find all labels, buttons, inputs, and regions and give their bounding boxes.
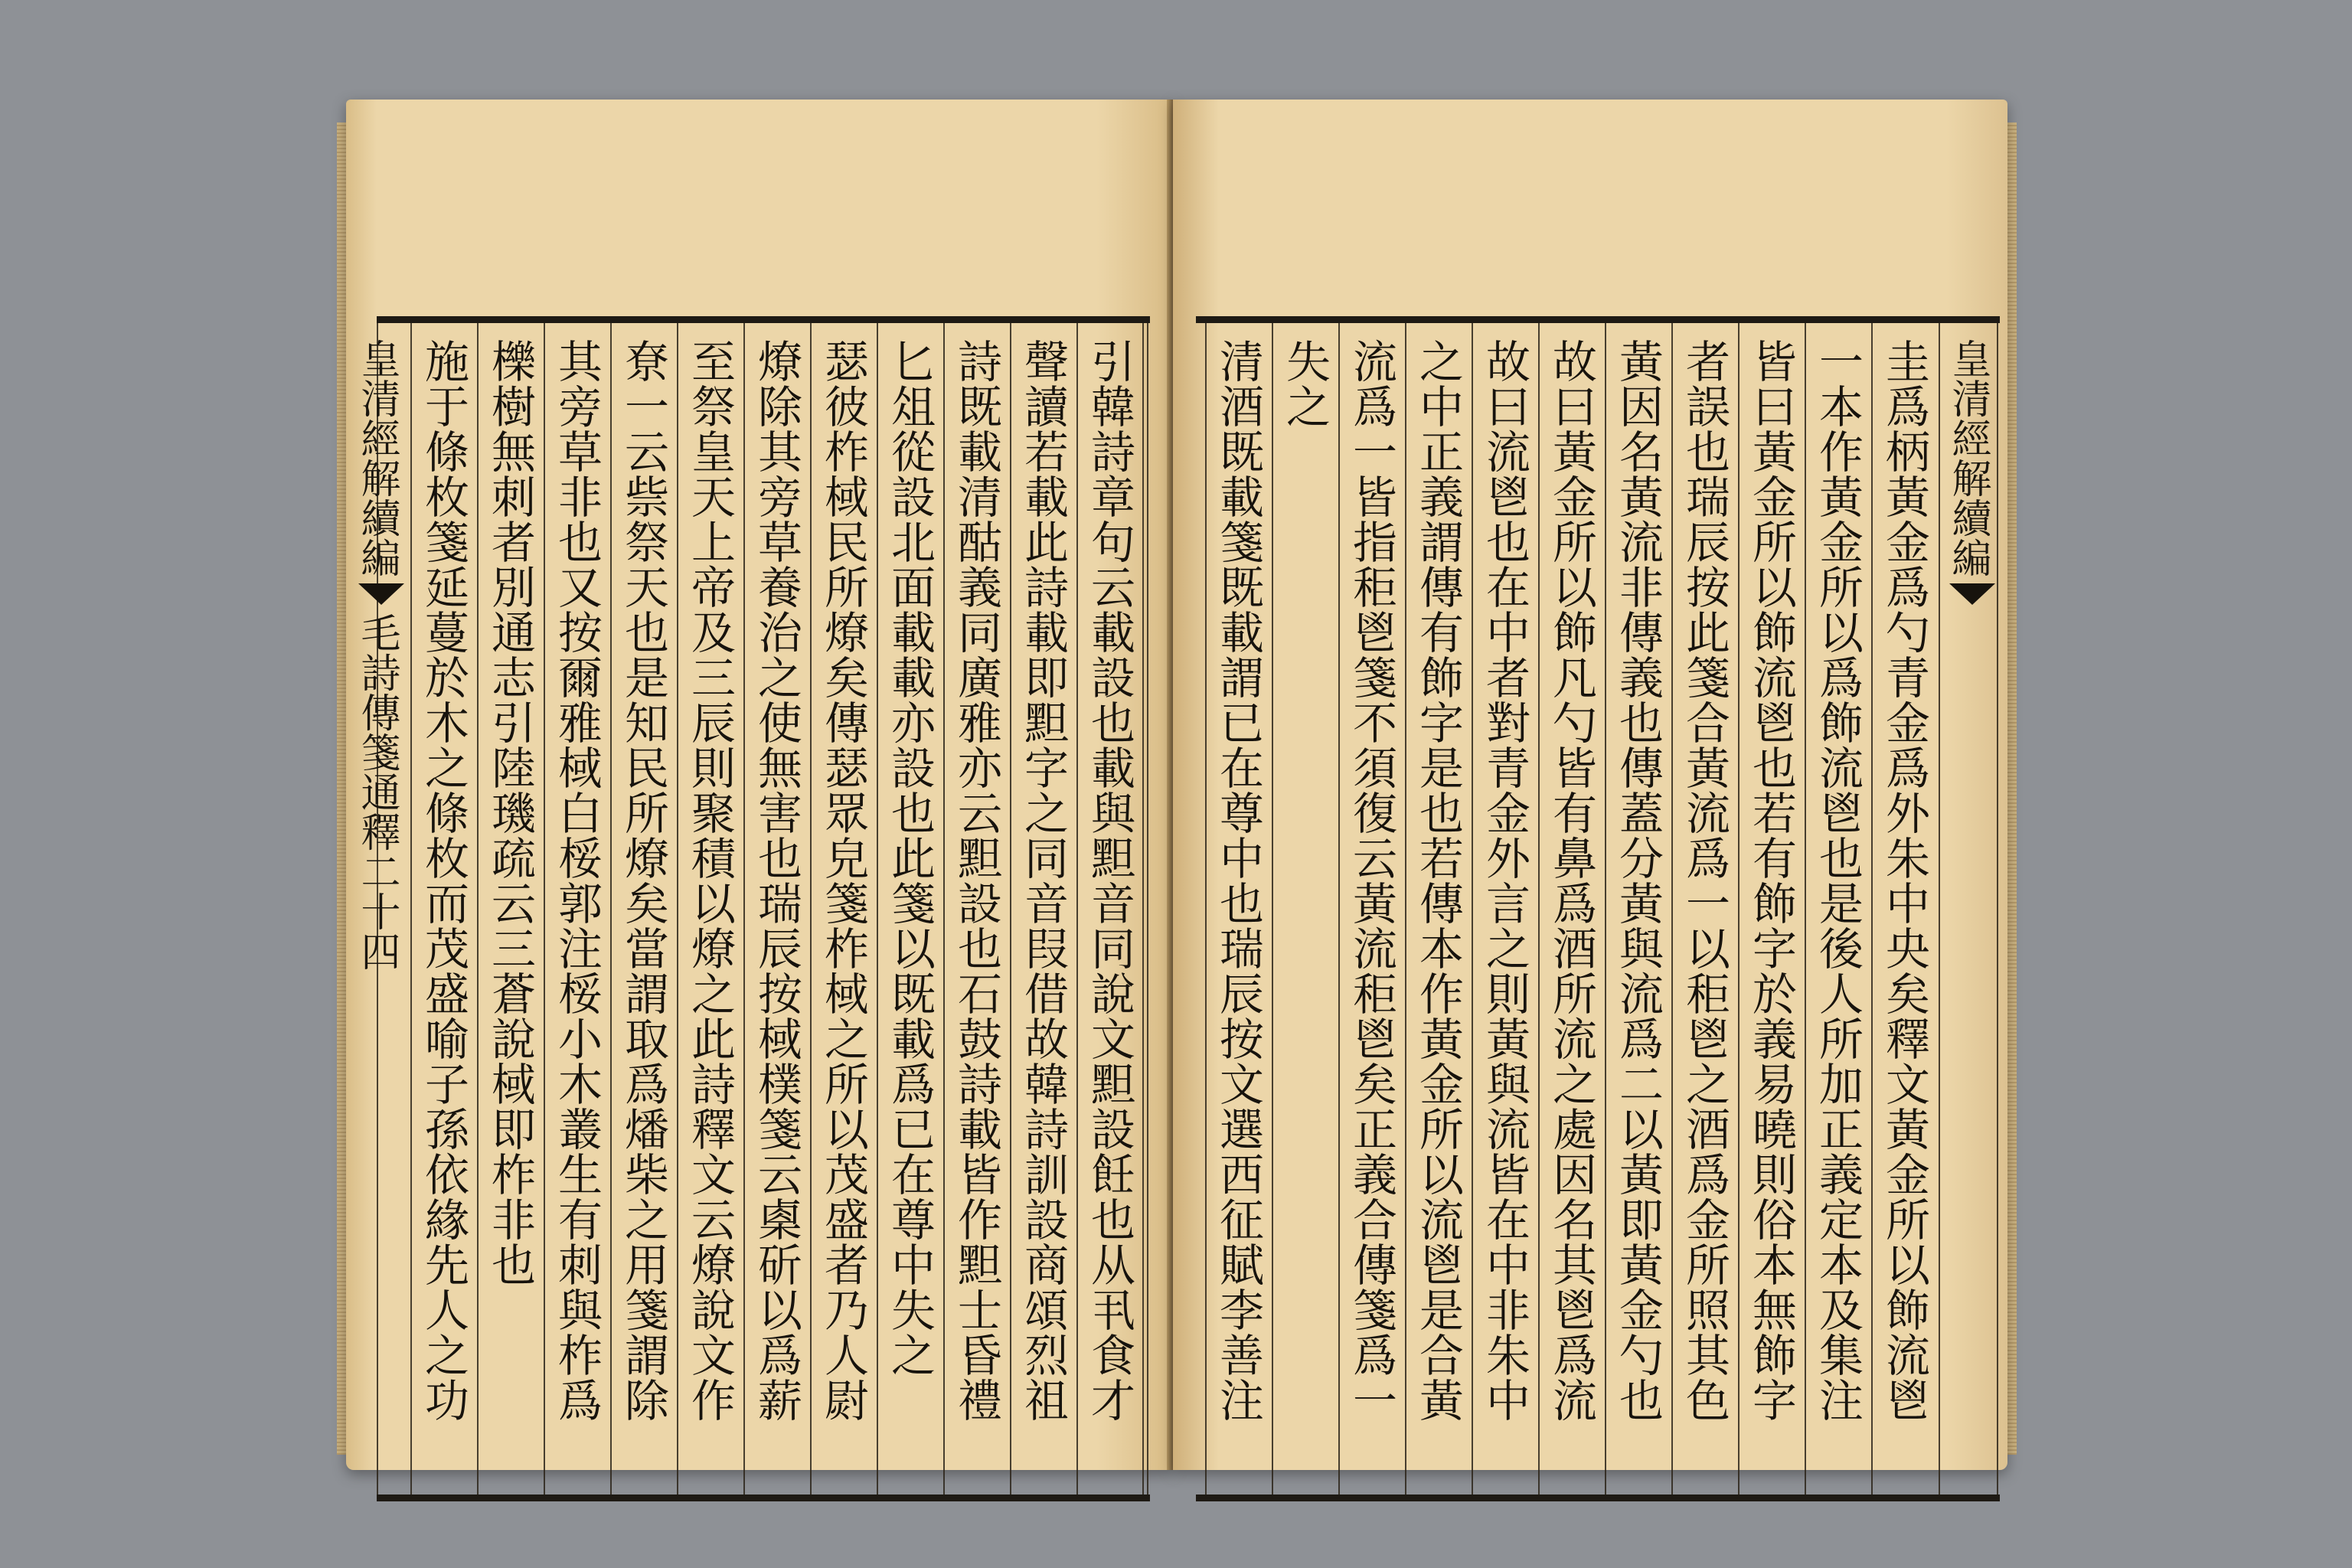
text-column: 清酒既載箋既載謂已在尊中也瑞辰按文選西征賦李善注 [1212,338,1264,1423]
column-rule [1738,323,1740,1494]
text-column: 瑟彼柞棫民所燎矣傳瑟眾皃箋柞棫之所以茂盛者乃人㷉 [817,338,869,1423]
column-rule [1671,323,1673,1494]
right-text-frame [1196,316,2000,1501]
column-rule [1538,323,1540,1494]
right-page [1173,100,2007,1470]
book-title: 皇清經解續編 [1945,338,1991,577]
column-rule [1205,323,1207,1494]
column-rule [1871,323,1873,1494]
column-rule [1605,323,1606,1494]
text-column: 聲讀若載此詩載即䵣字之同音叚借故韓詩訓設商頌烈祖 [1017,338,1069,1423]
text-column: 圭爲柄黃金爲勺青金爲外朱中央矣釋文黃金所以飾流鬯 [1878,338,1930,1423]
right-margin-title [1945,338,2000,1479]
text-column: 故曰流鬯也在中者對青金外言之則黃與流皆在中非朱中 [1478,338,1530,1423]
text-column: 施于條枚箋延蔓於木之條枚而茂盛喻子孫依緣先人之功 [417,338,469,1423]
left-text-frame [354,316,1150,1501]
fishtail-mark-icon [1949,583,1995,605]
text-column: 櫟樹無刺者別通志引陸璣疏云三蒼說棫即柞非也 [484,338,536,1287]
column-rule [410,323,412,1494]
column-rule [1472,323,1473,1494]
fishtail-mark-icon [358,583,404,605]
text-column: 至祭皇天上帝及三辰則聚積以燎之此詩釋文云燎說文作 [684,338,736,1423]
open-book [346,100,2007,1470]
column-rule [1805,323,1806,1494]
text-column: 故曰黃金所以飾凡勺皆有鼻爲酒所流之處因名其鬯爲流 [1545,338,1597,1423]
text-column: 詩既載清酤義同廣雅亦云䵣設也石鼓詩載皆作䵣士昏禮 [950,338,1002,1423]
column-rule [544,323,545,1494]
column-rule [1076,323,1078,1494]
column-rule [1147,323,1148,1494]
column-rule [943,323,945,1494]
text-column: 者誤也瑞辰按此箋合黃流爲一以秬鬯之酒爲金所照其色 [1678,338,1730,1423]
column-rule [1272,323,1273,1494]
text-column: 之中正義謂傳有飾字是也若傳本作黃金所以流鬯是合黃 [1412,338,1464,1423]
text-column: 引韓詩章句云載設也載與䵣音同說文䵣設飪也从丮食才 [1083,338,1135,1423]
section-title: 毛詩傳箋通釋二十四 [354,612,400,971]
column-rule [1338,323,1340,1494]
column-rule [1405,323,1406,1494]
left-margin-title [354,338,409,1479]
text-column: 其旁草非也又按爾雅棫白桵郭注桵小木叢生有刺與柞爲 [550,338,603,1423]
text-column: 燎除其旁草養治之使無害也瑞辰按棫樸箋云㮚斫以爲薪 [750,338,802,1423]
column-rule [810,323,812,1494]
text-column: 黃因名黃流非傳義也傳蓋分黃與流爲二以黃即黃金勺也 [1612,338,1664,1423]
column-rule [1010,323,1011,1494]
column-rule [477,323,479,1494]
text-column: 一本作黃金所以爲飾流鬯也是後人所加正義定本及集注 [1811,338,1864,1423]
column-rule [743,323,745,1494]
text-column: 匕俎從設北面載載亦設也此箋以既載爲已在尊中失之 [884,338,936,1377]
left-page [346,100,1173,1470]
text-column: 皆曰黃金所以飾流鬯也若有飾字於義易曉則俗本無飾字 [1745,338,1797,1423]
column-rule [877,323,878,1494]
column-rule [677,323,678,1494]
text-column: 尞一云祡祭天也是知民所燎矣當謂取爲燔柴之用箋謂除 [617,338,669,1423]
text-column: 流爲一皆指秬鬯箋不須復云黃流秬鬯矣正義合傳箋爲一 [1345,338,1397,1423]
column-rule [1142,323,1144,1494]
column-rule [610,323,612,1494]
column-rule [1939,323,1940,1494]
book-title: 皇清經解續編 [354,338,400,577]
text-column: 失之 [1279,338,1331,429]
